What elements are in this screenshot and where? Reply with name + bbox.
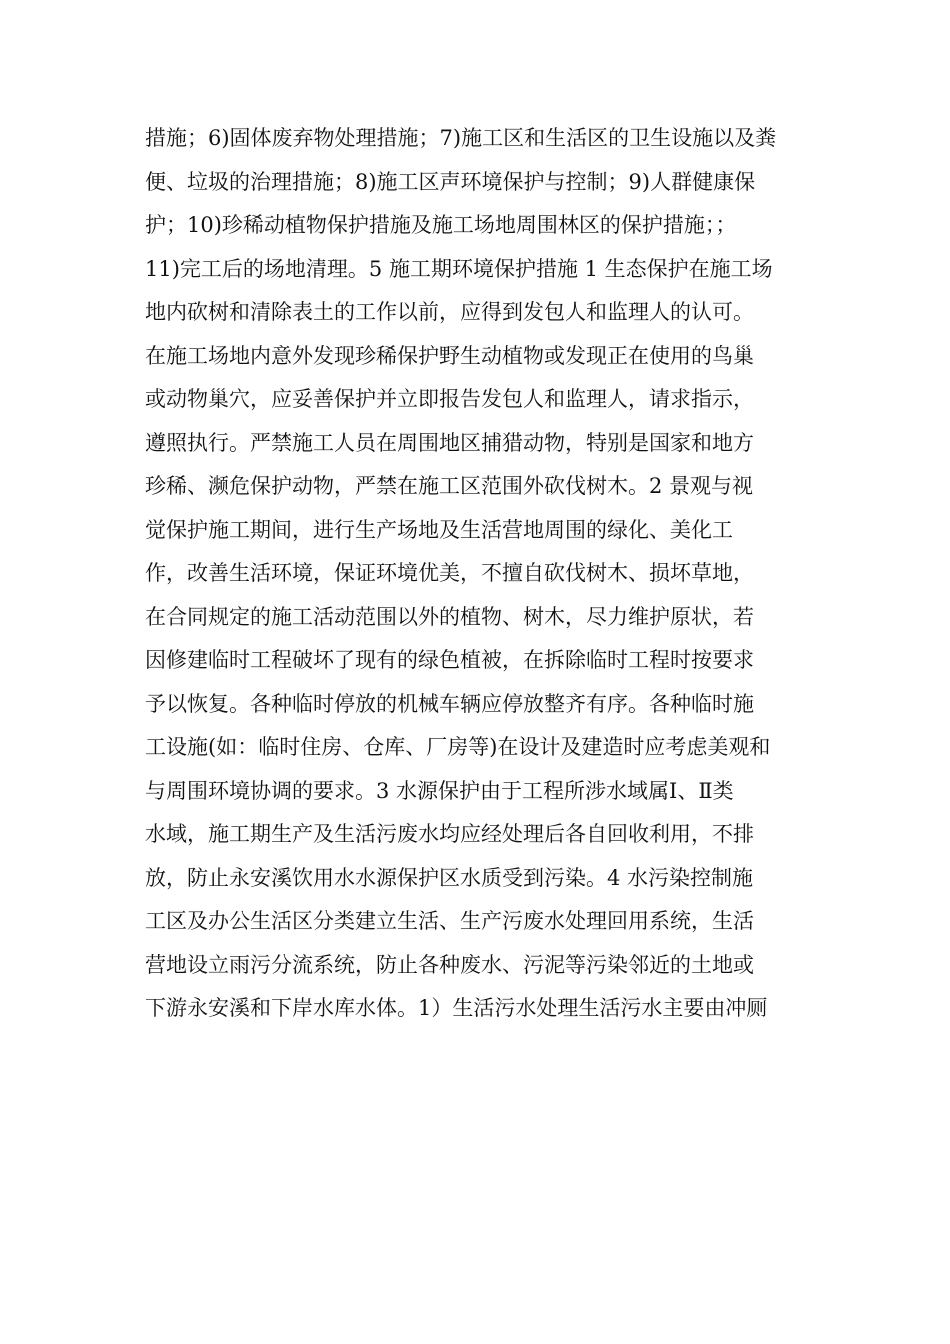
text-line: 水域，施工期生产及生活污废水均应经处理后各自回收利用，不排 — [145, 822, 754, 846]
text-line: 珍稀、濒危保护动物，严禁在施工区范围外砍伐树木。2 景观与视 — [145, 474, 754, 498]
text-line: 放，防止永安溪饮用水水源保护区水质受到污染。4 水污染控制施 — [145, 865, 754, 890]
text-line: 在合同规定的施工活动范围以外的植物、树木，尽力维护原状，若 — [145, 604, 754, 629]
text-line: 作，改善生活环境，保证环境优美，不擅自砍伐树木、损坏草地， — [145, 561, 754, 585]
text-line: 地内砍树和清除表土的工作以前，应得到发包人和监理人的认可。 — [145, 300, 754, 324]
text-line: 与周围环境协调的要求。3 水源保护由于工程所涉水域属Ⅰ、Ⅱ类 — [145, 778, 734, 803]
text-line: 予以恢复。各种临时停放的机械车辆应停放整齐有序。各种临时施 — [145, 691, 754, 716]
text-line: 营地设立雨污分流系统，防止各种废水、污泥等污染邻近的土地或 — [145, 952, 754, 977]
text-line: 护；10)珍稀动植物保护措施及施工场地周围林区的保护措施；； — [145, 213, 737, 237]
text-line: 因修建临时工程破坏了现有的绿色植被，在拆除临时工程时按要求 — [145, 648, 754, 672]
text-line: 11)完工后的场地清理。5 施工期环境保护措施 1 生态保护在施工场 — [145, 256, 773, 281]
text-line: 或动物巢穴，应妥善保护并立即报告发包人和监理人，请求指示， — [145, 387, 754, 411]
text-line: 措施；6)固体废弃物处理措施；7)施工区和生活区的卫生设施以及粪 — [145, 126, 777, 150]
text-line: 遵照执行。严禁施工人员在周围地区捕猎动物，特别是国家和地方 — [145, 430, 754, 455]
body-text — [145, 117, 825, 1031]
text-line: 觉保护施工期间，进行生产场地及生活营地周围的绿化、美化工 — [145, 517, 733, 542]
text-line: 在施工场地内意外发现珍稀保护野生动植物或发现正在使用的鸟巢 — [145, 343, 754, 368]
text-line: 下游永安溪和下岸水库水体。1）生活污水处理生活污水主要由冲厕 — [145, 996, 768, 1020]
text-line: 工区及办公生活区分类建立生活、生产污废水处理回用系统，生活 — [145, 909, 754, 933]
text-line: 工设施(如：临时住房、仓库、厂房等)在设计及建造时应考虑美观和 — [145, 735, 771, 759]
text-line: 便、垃圾的治理措施；8)施工区声环境保护与控制；9)人群健康保 — [145, 169, 756, 194]
